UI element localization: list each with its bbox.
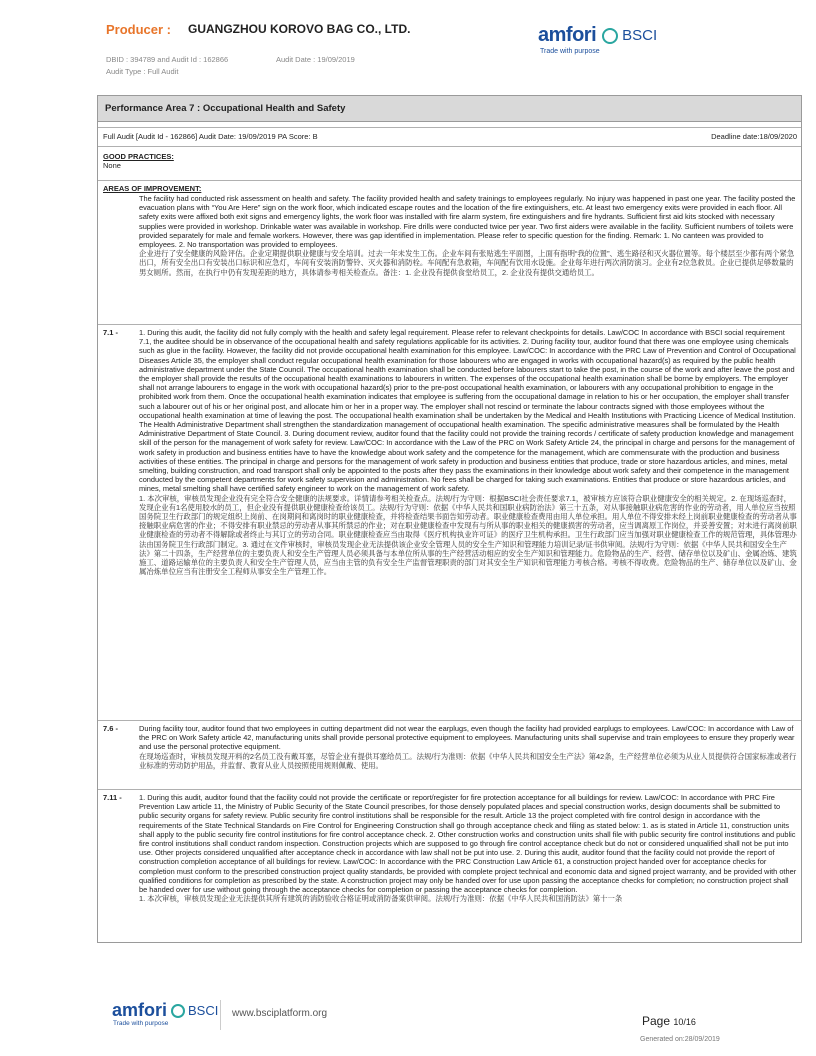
- item-en: During facility tour, auditor found that two employees in cutting department did not wear the earplugs, even though the facility had provided earplugs to employees. Law/COC: In accordance with Law of the PRC on Work Safety article 42, manufacturing units shall provide personal protective equipment to employees. Manufacturing units shall supervise and train employees to ensure they properly wear and use the personal protective equipment.: [139, 724, 795, 752]
- logo-word: amfori: [538, 24, 597, 46]
- footer-url[interactable]: www.bsciplatform.org: [232, 1008, 328, 1019]
- dbid-text: DBID : 394789 and Audit Id : 162866: [106, 55, 229, 64]
- page-num: 10/16: [673, 1017, 696, 1027]
- section-title: Performance Area 7 : Occupational Health and Safety: [105, 103, 346, 114]
- good-practices-title: GOOD PRACTICES:: [103, 152, 174, 161]
- areas-title: AREAS OF IMPROVEMENT:: [103, 184, 202, 193]
- item-zh: 1. 本次审核，审核员发现企业没有完全符合安全健康的法规要求。详情请参考相关检查点。法规/行为守则：根据BSCI社会责任要求7.1，被审核方应该符合职业健康安全的相关规定。2. 在现场巡查时，发现企业有1名使用胶水的员工，但企业没有提供职业健康检查给该员工。法规/行为守则：依据《中华人民共和国职业病防治法》第三十五条，对从事接触职业病危害的作业的劳动者，用人单位应当按照国务院卫生行政部门的规定组织上岗前、在岗期间和离岗时的职业健康检查，并将检查结果书面告知劳动者。职业健康检查费用由用人单位承担。用人单位不得安排未经上岗前职业健康检查的劳动者从事接触职业病危害的作业；不得安排有职业禁忌的劳动者从事其所禁忌的作业；对在职业健康检查中发现有与所从事的职业相关的健康损害的劳动者，应当调离原工作岗位，并妥善安置；对未进行离岗前职业健康检查的劳动者不得解除或者终止与其订立的劳动合同。职业健康检查应当由取得《医疗机构执业许可证》的医疗卫生机构承担。卫生行政部门应当加强对职业健康检查工作的规范管理，具体管理办法由国务院卫生行政部门制定。3. 通过在文件审核时，审核员发现企业无法提供该企业安全管理人员的安全生产知识和管理能力培训记录/证书供审阅。法规/行为守则：依据《中华人民共和国安全生产法》第二十四条，生产经营单位的主要负责人和安全生产管理人员必须具备与本单位所从事的生产经营活动相应的安全生产知识和管理能力。危险物品的生产、经营、储存单位以及矿山、金属冶炼、建筑施工、道路运输单位的主要负责人和安全生产管理人员，应当由主管的负有安全生产监督管理职责的部门对其安全生产知识和管理能力考核合格。考核不得收费。危险物品的生产、储存单位以及矿山、金属冶炼单位应当有注册安全工程师从事安全生产管理工作。: [139, 493, 797, 577]
- bsci-circle-icon: [602, 28, 618, 44]
- generated-date: Generated on:28/09/2019: [640, 1036, 720, 1043]
- divider: [98, 720, 801, 721]
- footer-logo-bsci: BSCI: [188, 1003, 219, 1018]
- item-7-6: [139, 724, 797, 770]
- item-number: 7.1 -: [103, 328, 119, 337]
- amfori-logo: [538, 24, 657, 47]
- page-number: [642, 1014, 696, 1028]
- good-practices: [103, 152, 174, 170]
- intro-zh: 企业进行了安全健康的风险评估。企业定期提供职业健康与安全培训。过去一年未发生工伤。企业车间有张贴逃生平面图，上面有指明“我的位置”、逃生路径和灭火器位置等。每个楼层至少都有两个紧急出口，所有安全出口有安装出口标识和应急灯，车间有安装消防警铃、灭火器和消防栓。车间配有急救箱，车间配有饮用水设施。企业每年进行两次消防演习。企业有2位急救员。企业已提供足够数量的男女厕所。然而，在执行中仍有发现差距的地方，具体请参考相关检查点。备注：1. 企业没有提供食堂给员工，2. 企业没有提供交通给员工。: [139, 249, 795, 277]
- item-number: 7.11 -: [103, 793, 122, 802]
- item-en: 1. During this audit, auditor found that the facility could not provide the certificate or report/register for fire protection acceptance for all buildings for review. Law/COC: In accordance with PRC Fire Prevention Law article 11, the Ministry of Public Security of the State Council prescribes, for those densely populated places and special construction works, design documents shall be submitted to public security organs for safety review. Public security fire control institutions shall be responsible for the result. Article 13 the project completed with fire control design in accordance with the requirements of the State Technical Standards on Fire Control for Engineering Construction shall go through acceptance check and filing as stated below: 1. as is stated in Article 11, construction units shall apply to the public security fire control institutions for fire control acceptance check. 2. Other construction works and construction units shall file with public security fire control institutions and public fire control institutions shall conduct random inspection. Construction projects which are supposed to go through fire control acceptance check but do not or considered unqualified shall not be put into use. Other projects considered unqualified after acceptance check in accordance with law shall not be put into use. 2. During this audit, auditor found that the facility could not provide the report of construction completion acceptance of all buildings for review. Law/COC: In accordance with the PRC Construction Law Article 61, a construction project handed over for acceptance checks for completion must conform to the prescribed construction project quality standards, be provided with complete project technical and economic data and signed project warranty, and be provided with other qualified conditions for completion as prescribed by the state. A construction project may only be handed over for use upon passing the acceptance checks for completion; no construction project shall be handed over for use without going through the acceptance checks for completion or passing the acceptance checks for completion.: [139, 793, 797, 895]
- producer-name: GUANGZHOU KOROVO BAG CO., LTD.: [188, 22, 411, 36]
- audit-info-row: [98, 127, 801, 147]
- page-label: Page: [642, 1014, 671, 1028]
- bsci-circle-icon: [171, 1004, 185, 1018]
- section-title-bar: [98, 96, 801, 122]
- logo-bsci: BSCI: [622, 27, 658, 44]
- logo-tagline: Trade with purpose: [540, 48, 600, 55]
- intro-paragraph: [139, 194, 797, 277]
- item-7-1: [139, 328, 797, 576]
- item-zh: 在现场巡查时，审核员发现开料的2名员工没有戴耳塞，尽管企业有提供耳塞给员工。法规/行为准则：依据《中华人民共和国安全生产法》第42条，生产经营单位必须为从业人员提供符合国家标准或者行业标准的劳动防护用品，并监督、教育从业人员按照使用规则佩戴、使用。: [139, 751, 797, 770]
- footer-divider: [220, 1000, 221, 1030]
- audit-info: Full Audit [Audit Id - 162866] Audit Date: 19/09/2019 PA Score: B: [103, 132, 318, 141]
- item-zh: 1. 本次审核，审核员发现企业无法提供其所有建筑的消防验收合格证明或消防备案供审阅。法规/行为准则：依据《中华人民共和国消防法》第十一条: [139, 894, 623, 904]
- page-header: [0, 0, 816, 90]
- good-practices-value: None: [103, 161, 121, 170]
- item-7-11: [139, 793, 797, 903]
- divider: [98, 789, 801, 790]
- divider: [98, 324, 801, 325]
- performance-area-box: [97, 95, 802, 943]
- item-en: 1. During this audit, the facility did not fully comply with the health and safety legal requirement. Please refer to relevant checkpoints for details. Law/COC In accordance with BSCI social requirement 7.1, the auditee should be in observance of the occupational health and safety regulations applicable for its activities. 2. During facility tour, auditor found that there was one employee using chemicals such as glue in the facility. However, the facility did not provide occupational health examination for this employee. Law/COC: In accordance with the PRC Law of Prevention and Control of Occupational Diseases Article 35, the employer shall conduct regular occupational health examination for those labourers who are engaged in works with occupational hazard(s) as required by the public health administrative department under the State Council. The occupational health examination shall be conducted before labourers start to take the post, in the course of the work and after leave the post and the employer shall provide the results of the occupational health examinations to labourers in written. The expenses of the occupational health examination shall be borne by employers. The employer shall not arrange labourers to engage in the work with occupational hazard(s) prior to the pre-post occupational health examination, or labourers with any occupational prohibition to engage in the prohibited work from them. Once the occupational health examination indicates that employee is suffering from the occupational damage in relation to his or her occupation, the employer shall transfer such a labourer out of his or her original post, and allocate him or her in a proper way. The employer shall not rescind or terminate the labour contracts signed with those employees without the occupational health examination at time of leaving the post. The occupational health examination shall be undertaken by the Medical and Health Institutions with Practicing Licence of Medical Institution. The Health Administrative Department shall strengthen the standardization management of occupational health examination. The specific administrative measures shall be formulated by the Health Administrative Department of State Council. 3. During document review, auditor found that the facility could not provide the training records / certificate of safety production knowledge and management skill of the person for the management of work safety for review. Law/COC: In accordance with the Law of the PRC on Work Safety Article 24, the principal in charge and persons for the management of work safety in production and business entities have to have the knowledge about work safety and the competence for the management, which are commensurate with the production and business activities of these entities. The principal in charge and persons for the management of work safety in production and business entities that produce, trade or store hazardous articles, and mines, metal smelting, building construction, and road transport shall only be appointed to the posts after they pass the examinations in their knowledge about work safety and their competence in the management conducted by the competent departments for work safety supervision and administration. No fees shall be charged for taking such examinations. Entities that produce or store hazardous articles, and mines, metal smelting shall have certified safety engineer to work on the management of work safety.: [139, 328, 796, 494]
- footer-tagline: Trade with purpose: [113, 1020, 169, 1027]
- audit-date-text: Audit Date : 19/09/2019: [276, 55, 355, 64]
- intro-en: The facility had conducted risk assessment on health and safety. The facility provided health and safety trainings to employees regularly. No injury was happened in past one year. The facility posted the evacuation plans with “You Are Here” sign on the work floor, which indicated escape routes and the location of the fire extinguishers, etc. At least two emergency exits were provided in each floor. All safety exits were affixed both exit signs and emergency lights, the work floor was installed with fire alarm system, fire extinguishers and fire hydrants. Sufficient first aid kits stocked with necessary supplies were provided in workshop. Drinkable water was available in workshop. Fire drills were conducted twice per year. Two first aiders were available in the facility. Sufficient numbers of toilets were provided separately for male and female workers. However, there was gap identified in implementation. Please refer to specific question for the finding. Remark: 1. No canteen was provided to employees. 2. No transportation was provided to employees.: [139, 194, 796, 250]
- divider: [98, 180, 801, 181]
- producer-label: Producer :: [106, 22, 172, 37]
- page-footer: [0, 990, 816, 1056]
- footer-logo-word: amfori: [112, 1000, 168, 1020]
- audit-type-text: Audit Type : Full Audit: [106, 67, 179, 76]
- deadline-date: Deadline date:18/09/2020: [711, 132, 797, 141]
- item-number: 7.6 -: [103, 724, 119, 733]
- footer-amfori-logo: [112, 1000, 218, 1021]
